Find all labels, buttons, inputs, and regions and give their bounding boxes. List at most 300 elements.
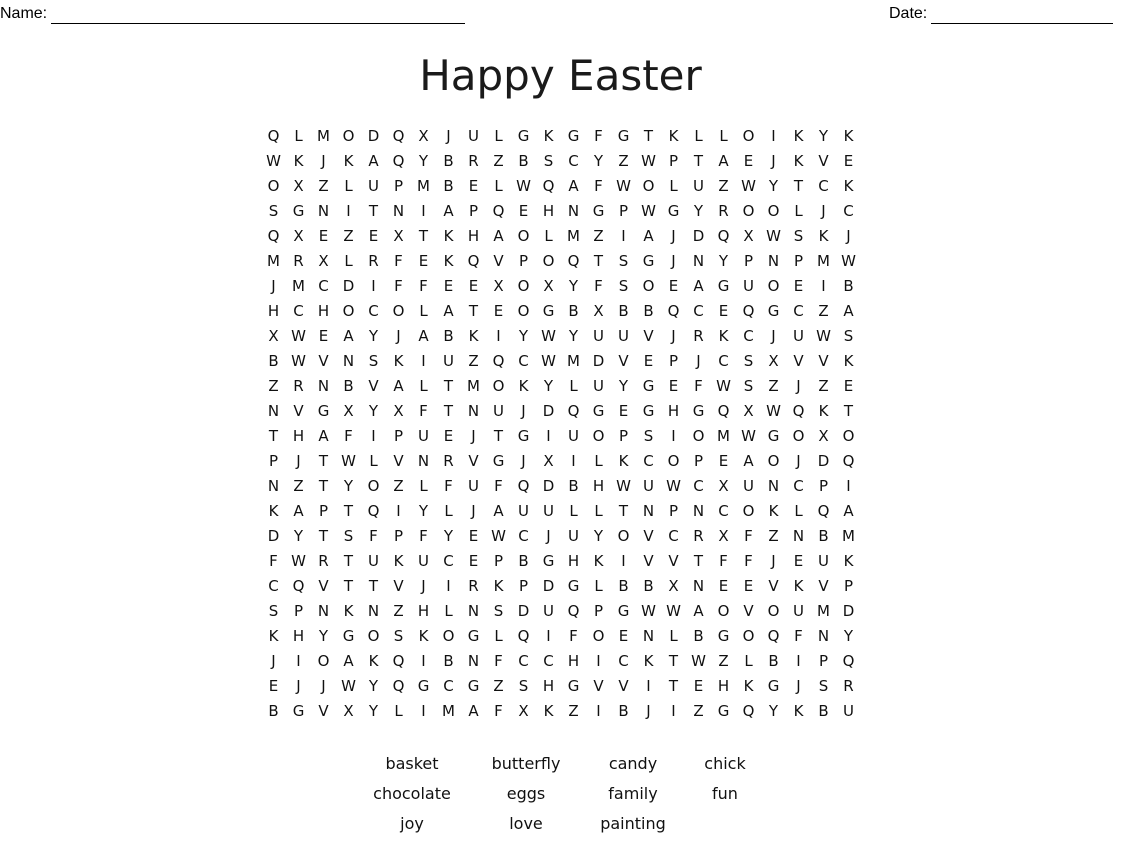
grid-letter: L [419, 477, 428, 495]
grid-letter: U [418, 427, 429, 445]
grid-letter: Q [367, 502, 380, 520]
grid-letter: V [393, 452, 404, 470]
grid-letter: Y [518, 327, 529, 345]
grid-letter: Z [393, 477, 404, 495]
grid-letter: S [793, 227, 804, 245]
grid-letter: I [496, 327, 501, 345]
grid-letter: H [592, 477, 605, 495]
grid-letter: Z [568, 702, 579, 720]
grid-letter: F [494, 652, 503, 670]
grid-letter: C [693, 302, 704, 320]
grid-letter: O [742, 627, 755, 645]
grid-letter: Q [667, 302, 680, 320]
grid-letter: E [268, 677, 279, 695]
grid-letter: E [718, 302, 729, 320]
grid-letter: G [642, 377, 655, 395]
grid-letter: X [393, 227, 404, 245]
grid-letter: L [494, 177, 503, 195]
name-field [0, 4, 465, 24]
grid-letter: J [321, 677, 326, 695]
grid-letter: W [641, 602, 656, 620]
grid-letter: D [517, 602, 530, 620]
grid-letter: O [742, 202, 755, 220]
grid-letter: K [518, 377, 529, 395]
grid-letter: J [421, 577, 426, 595]
grid-letter: K [768, 502, 779, 520]
grid-letter: K [643, 652, 654, 670]
grid-letter: W [341, 452, 356, 470]
grid-letter: V [818, 577, 829, 595]
grid-letter: L [744, 652, 753, 670]
grid-letter: W [341, 677, 356, 695]
grid-letter: U [593, 377, 604, 395]
grid-letter: B [518, 152, 529, 170]
grid-letter: O [517, 302, 530, 320]
grid-letter: B [768, 652, 779, 670]
grid-letter: E [618, 402, 629, 420]
word-list-item: family [608, 784, 658, 803]
grid-letter: Q [792, 402, 805, 420]
grid-letter: E [468, 527, 479, 545]
grid-letter: U [568, 527, 579, 545]
grid-letter: S [518, 677, 529, 695]
grid-letter: T [668, 677, 679, 695]
grid-letter: Y [618, 377, 629, 395]
grid-letter: I [446, 577, 451, 595]
word-list-item: fun [712, 784, 738, 803]
grid-letter: U [693, 177, 704, 195]
grid-letter: H [567, 552, 580, 570]
grid-letter: C [543, 652, 554, 670]
grid-letter: W [841, 252, 856, 270]
grid-letter: A [493, 502, 504, 520]
grid-letter: Q [567, 252, 580, 270]
grid-letter: J [271, 277, 276, 295]
grid-letter: O [742, 127, 755, 145]
grid-letter: O [442, 627, 455, 645]
grid-letter: B [618, 302, 629, 320]
grid-letter: S [343, 527, 354, 545]
grid-letter: I [671, 702, 676, 720]
grid-letter: D [367, 127, 380, 145]
grid-letter: F [344, 427, 353, 445]
grid-letter: Z [693, 702, 704, 720]
grid-letter: K [593, 552, 604, 570]
grid-letter: L [444, 502, 453, 520]
grid-letter: Q [267, 227, 280, 245]
grid-letter: S [268, 202, 279, 220]
grid-letter: Q [517, 627, 530, 645]
grid-letter: X [543, 452, 554, 470]
grid-letter: B [818, 702, 829, 720]
grid-letter: P [818, 652, 829, 670]
grid-letter: W [641, 152, 656, 170]
grid-letter: U [618, 327, 629, 345]
grid-letter: C [368, 302, 379, 320]
grid-letter: D [342, 277, 355, 295]
grid-letter: W [541, 352, 556, 370]
grid-letter: V [793, 352, 804, 370]
grid-letter: V [818, 152, 829, 170]
grid-letter: J [521, 452, 526, 470]
grid-letter: P [468, 202, 479, 220]
grid-letter: N [567, 202, 580, 220]
grid-letter: U [468, 127, 479, 145]
grid-letter: I [671, 427, 676, 445]
grid-letter: Y [768, 702, 779, 720]
grid-letter: O [742, 502, 755, 520]
grid-letter: P [668, 152, 679, 170]
grid-letter: M [717, 427, 730, 445]
grid-letter: C [818, 177, 829, 195]
grid-letter: A [718, 152, 729, 170]
grid-letter: E [718, 452, 729, 470]
grid-letter: G [292, 202, 305, 220]
grid-letter: P [668, 352, 679, 370]
grid-letter: C [518, 652, 529, 670]
grid-letter: X [343, 702, 354, 720]
grid-letter: Z [318, 177, 329, 195]
grid-letter: I [421, 352, 426, 370]
grid-letter: X [318, 252, 329, 270]
grid-letter: T [618, 502, 629, 520]
grid-letter: M [842, 527, 855, 545]
grid-letter: E [843, 152, 854, 170]
grid-letter: P [393, 527, 404, 545]
grid-letter: K [843, 352, 854, 370]
grid-letter: T [368, 577, 379, 595]
grid-letter: M [417, 177, 430, 195]
grid-letter: I [396, 502, 401, 520]
grid-letter: F [594, 127, 603, 145]
grid-letter: E [318, 327, 329, 345]
grid-letter: C [718, 502, 729, 520]
grid-letter: A [443, 302, 454, 320]
grid-letter: K [793, 152, 804, 170]
grid-letter: R [693, 327, 704, 345]
grid-letter: N [792, 527, 805, 545]
grid-letter: P [318, 502, 329, 520]
grid-letter: N [317, 602, 330, 620]
grid-letter: H [292, 427, 305, 445]
grid-letter: L [794, 202, 803, 220]
grid-letter: P [668, 502, 679, 520]
grid-letter: U [843, 702, 854, 720]
grid-letter: J [471, 427, 476, 445]
grid-letter: K [293, 152, 304, 170]
grid-letter: J [471, 502, 476, 520]
grid-letter: P [693, 452, 704, 470]
grid-letter: N [392, 202, 405, 220]
grid-letter: Q [567, 402, 580, 420]
grid-letter: F [419, 402, 428, 420]
grid-letter: X [268, 327, 279, 345]
grid-letter: L [494, 127, 503, 145]
grid-letter: Y [418, 502, 429, 520]
grid-letter: O [792, 427, 805, 445]
grid-letter: O [542, 252, 555, 270]
grid-letter: V [643, 327, 654, 345]
grid-letter: M [317, 127, 330, 145]
grid-letter: S [743, 352, 754, 370]
grid-letter: L [394, 702, 403, 720]
grid-letter: S [818, 677, 829, 695]
grid-letter: U [368, 177, 379, 195]
grid-letter: O [642, 277, 655, 295]
grid-letter: Y [768, 177, 779, 195]
grid-letter: X [293, 227, 304, 245]
grid-letter: K [443, 252, 454, 270]
grid-letter: G [767, 677, 780, 695]
grid-letter: H [317, 302, 330, 320]
grid-letter: C [518, 352, 529, 370]
grid-letter: J [821, 202, 826, 220]
grid-letter: E [793, 552, 804, 570]
grid-letter: B [818, 527, 829, 545]
grid-letter: N [767, 252, 780, 270]
grid-letter: G [692, 402, 705, 420]
grid-letter: F [694, 377, 703, 395]
grid-letter: J [271, 652, 276, 670]
grid-letter: D [842, 602, 855, 620]
grid-letter: P [268, 452, 279, 470]
grid-letter: S [268, 602, 279, 620]
grid-letter: W [541, 327, 556, 345]
grid-letter: B [443, 652, 454, 670]
grid-letter: O [392, 302, 405, 320]
date-label: Date: [889, 5, 928, 22]
grid-letter: N [317, 377, 330, 395]
grid-letter: P [793, 252, 804, 270]
grid-letter: X [343, 402, 354, 420]
grid-letter: S [543, 152, 554, 170]
grid-letter: Z [768, 377, 779, 395]
grid-letter: T [343, 552, 354, 570]
grid-letter: K [393, 352, 404, 370]
grid-letter: K [268, 627, 279, 645]
grid-letter: W [816, 327, 831, 345]
grid-letter: X [543, 277, 554, 295]
grid-letter: I [421, 202, 426, 220]
word-list-item: joy [400, 814, 424, 833]
grid-letter: Z [718, 652, 729, 670]
grid-letter: J [546, 527, 551, 545]
grid-letter: K [843, 552, 854, 570]
grid-letter: V [468, 452, 479, 470]
grid-letter: G [467, 677, 480, 695]
grid-letter: J [771, 327, 776, 345]
grid-letter: E [468, 177, 479, 195]
grid-letter: O [517, 277, 530, 295]
grid-letter: S [393, 627, 404, 645]
grid-letter: K [818, 402, 829, 420]
grid-letter: F [494, 477, 503, 495]
grid-letter: Y [368, 327, 379, 345]
grid-letter: T [418, 227, 429, 245]
grid-letter: K [618, 452, 629, 470]
grid-letter: K [493, 577, 504, 595]
grid-letter: P [618, 427, 629, 445]
grid-letter: F [269, 552, 278, 570]
grid-letter: K [543, 127, 554, 145]
grid-letter: R [718, 202, 729, 220]
grid-letter: J [696, 352, 701, 370]
grid-letter: B [343, 377, 354, 395]
word-list-item: chocolate [373, 784, 451, 803]
grid-letter: K [793, 127, 804, 145]
grid-letter: K [843, 127, 854, 145]
grid-letter: A [293, 502, 304, 520]
grid-letter: P [518, 252, 529, 270]
grid-letter: L [669, 627, 678, 645]
grid-letter: Y [418, 152, 429, 170]
word-list-item: painting [600, 814, 666, 833]
grid-letter: Z [818, 377, 829, 395]
date-field [889, 4, 1113, 24]
grid-letter: E [618, 627, 629, 645]
grid-letter: F [794, 627, 803, 645]
grid-letter: G [517, 127, 530, 145]
grid-letter: I [371, 427, 376, 445]
grid-letter: H [567, 652, 580, 670]
grid-letter: L [494, 627, 503, 645]
grid-letter: J [796, 677, 801, 695]
grid-letter: G [717, 277, 730, 295]
grid-letter: N [467, 402, 480, 420]
grid-letter: K [343, 602, 354, 620]
grid-letter: R [693, 527, 704, 545]
grid-letter: Z [818, 302, 829, 320]
grid-letter: E [843, 377, 854, 395]
grid-letter: W [266, 152, 281, 170]
grid-letter: N [367, 602, 380, 620]
grid-letter: M [567, 227, 580, 245]
grid-letter: X [768, 352, 779, 370]
grid-letter: O [642, 177, 655, 195]
grid-letter: L [794, 502, 803, 520]
grid-letter: I [596, 702, 601, 720]
grid-letter: U [518, 502, 529, 520]
grid-letter: M [292, 277, 305, 295]
grid-letter: P [493, 552, 504, 570]
grid-letter: N [642, 502, 655, 520]
grid-letter: X [718, 527, 729, 545]
name-blank-line [51, 8, 465, 24]
grid-letter: O [842, 427, 855, 445]
grid-letter: V [593, 677, 604, 695]
grid-letter: X [593, 302, 604, 320]
grid-letter: L [594, 452, 603, 470]
grid-letter: Q [717, 402, 730, 420]
grid-letter: U [468, 477, 479, 495]
grid-letter: U [643, 477, 654, 495]
grid-letter: M [267, 252, 280, 270]
grid-letter: X [293, 177, 304, 195]
grid-letter: A [318, 427, 329, 445]
grid-letter: P [393, 427, 404, 445]
grid-letter: T [843, 402, 854, 420]
grid-letter: T [493, 427, 504, 445]
grid-letter: K [268, 502, 279, 520]
grid-letter: Y [718, 252, 729, 270]
grid-letter: Y [843, 627, 854, 645]
grid-letter: J [321, 152, 326, 170]
grid-letter: X [393, 402, 404, 420]
grid-letter: Z [768, 527, 779, 545]
grid-letter: K [793, 702, 804, 720]
grid-letter: R [843, 677, 854, 695]
grid-letter: L [344, 177, 353, 195]
grid-letter: O [692, 427, 705, 445]
grid-letter: Z [618, 152, 629, 170]
grid-letter: G [642, 252, 655, 270]
grid-letter: E [693, 677, 704, 695]
grid-letter: L [569, 377, 578, 395]
grid-letter: V [618, 677, 629, 695]
grid-letter: T [643, 127, 654, 145]
grid-letter: I [296, 652, 301, 670]
grid-letter: Q [267, 127, 280, 145]
grid-letter: D [542, 477, 555, 495]
grid-letter: T [668, 652, 679, 670]
grid-letter: S [618, 277, 629, 295]
grid-letter: D [267, 527, 280, 545]
grid-letter: O [342, 302, 355, 320]
grid-letter: G [567, 127, 580, 145]
grid-letter: N [692, 502, 705, 520]
grid-letter: N [692, 252, 705, 270]
grid-letter: Q [817, 502, 830, 520]
grid-letter: F [419, 527, 428, 545]
grid-letter: Q [567, 602, 580, 620]
grid-letter: E [743, 152, 754, 170]
grid-letter: M [442, 702, 455, 720]
grid-letter: J [671, 227, 676, 245]
grid-letter: Y [368, 677, 379, 695]
grid-letter: L [594, 502, 603, 520]
grid-letter: L [544, 227, 553, 245]
grid-letter: Y [443, 527, 454, 545]
grid-letter: X [418, 127, 429, 145]
grid-letter: T [468, 302, 479, 320]
grid-letter: K [843, 177, 854, 195]
grid-letter: C [318, 277, 329, 295]
grid-letter: J [296, 452, 301, 470]
grid-letter: Q [292, 577, 305, 595]
grid-letter: T [343, 502, 354, 520]
grid-letter: R [468, 152, 479, 170]
grid-letter: W [516, 177, 531, 195]
grid-letter: W [666, 602, 681, 620]
grid-letter: C [293, 302, 304, 320]
grid-letter: O [767, 602, 780, 620]
grid-letter: E [443, 427, 454, 445]
grid-letter: D [592, 352, 605, 370]
grid-letter: I [546, 427, 551, 445]
grid-letter: I [421, 652, 426, 670]
grid-letter: G [567, 577, 580, 595]
grid-letter: E [318, 227, 329, 245]
grid-letter: R [293, 252, 304, 270]
grid-letter: Q [767, 627, 780, 645]
grid-letter: T [368, 202, 379, 220]
grid-letter: C [443, 677, 454, 695]
grid-letter: O [367, 627, 380, 645]
grid-letter: W [291, 352, 306, 370]
grid-letter: U [793, 327, 804, 345]
grid-letter: Y [318, 627, 329, 645]
grid-letter: X [668, 577, 679, 595]
